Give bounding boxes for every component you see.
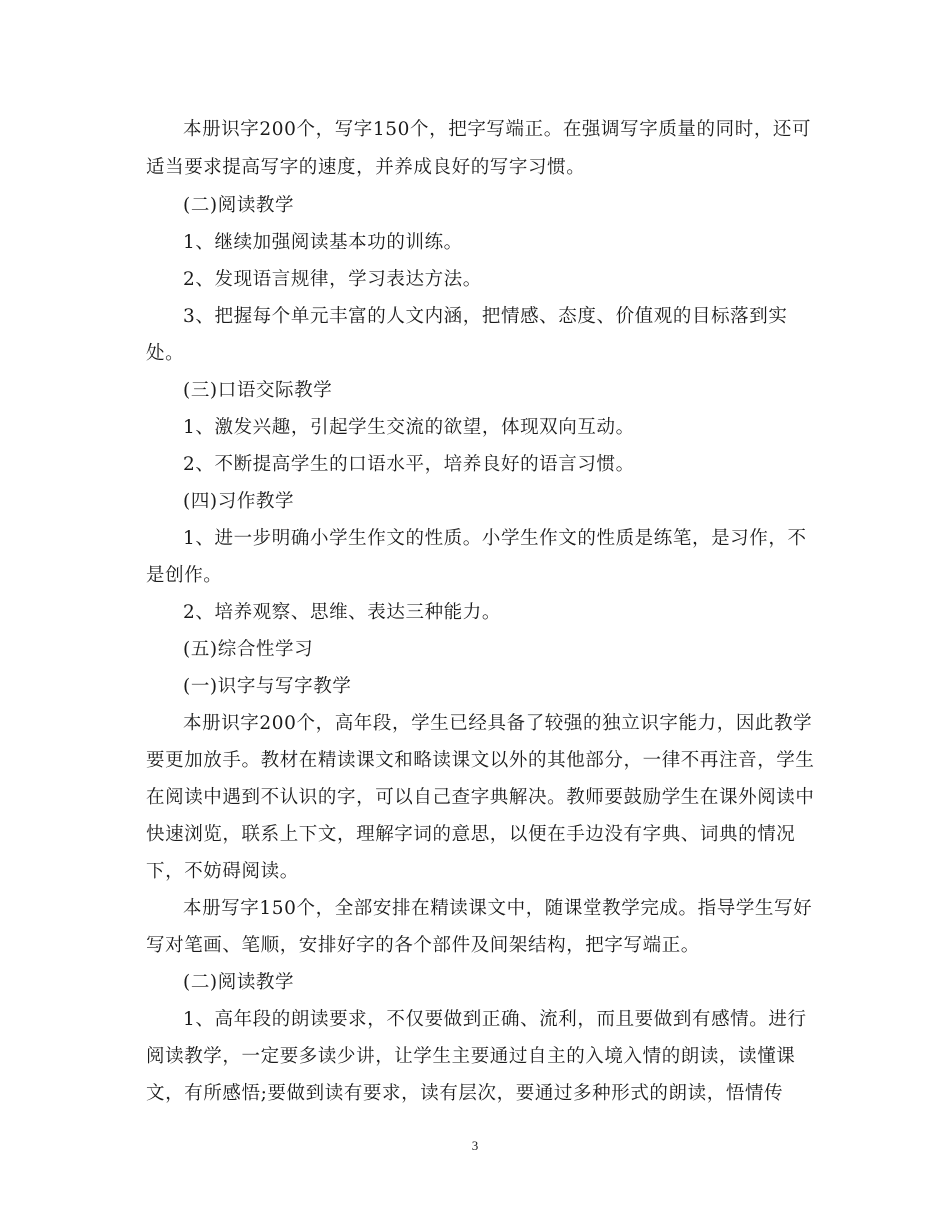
text-line: 下，不妨碍阅读。 [146, 861, 299, 882]
text-line: 快速浏览，联系上下文，理解字词的意思，以便在手边没有字典、词典的情况 [146, 824, 796, 845]
text-line: 2、不断提高学生的口语水平，培养良好的语言习惯。 [183, 454, 635, 475]
text-line: 适当要求提高写字的速度，并养成良好的写字习惯。 [146, 157, 586, 178]
text-line: 1、进一步明确小学生作文的性质。小学生作文的性质是练笔，是习作，不 [183, 528, 807, 549]
section-heading: (三)口语交际教学 [183, 380, 333, 401]
section-heading: (二)阅读教学 [183, 972, 295, 993]
text-line: 1、高年段的朗读要求，不仅要做到正确、流利，而且要做到有感情。进行 [183, 1009, 807, 1030]
text-line: 2、发现语言规律，学习表达方法。 [183, 269, 482, 290]
text-line: 1、激发兴趣，引起学生交流的欲望，体现双向互动。 [183, 417, 635, 438]
text-line: 写对笔画、笔顺，安排好字的各个部件及间架结构，把字写端正。 [146, 935, 700, 956]
text-line: 本册识字200个，写字150个，把字写端正。在强调写字质量的同时，还可 [183, 119, 812, 140]
text-line: 本册写字150个，全部安排在精读课文中，随课堂教学完成。指导学生写好 [183, 898, 813, 919]
page-number: 3 [471, 1138, 479, 1153]
section-heading: (一)识字与写字教学 [183, 676, 352, 697]
text-line: 本册识字200个，高年段，学生已经具备了较强的独立识字能力，因此教学 [183, 713, 813, 734]
text-line: 是创作。 [146, 565, 223, 586]
section-heading: (二)阅读教学 [183, 195, 295, 216]
text-line: 文，有所感悟;要做到读有要求，读有层次，要通过多种形式的朗读，悟情传 [146, 1083, 784, 1104]
text-line: 2、培养观察、思维、表达三种能力。 [183, 602, 501, 623]
text-line: 在阅读中遇到不认识的字，可以自己查字典解决。教师要鼓励学生在课外阅读中 [146, 787, 815, 808]
text-line: 阅读教学，一定要多读少讲，让学生主要通过自主的入境入情的朗读，读懂课 [146, 1046, 796, 1067]
section-heading: (五)综合性学习 [183, 639, 314, 660]
text-line: 3、把握每个单元丰富的人文内涵，把情感、态度、价值观的目标落到实 [183, 306, 788, 327]
text-line: 1、继续加强阅读基本功的训练。 [183, 232, 463, 253]
section-heading: (四)习作教学 [183, 491, 295, 512]
text-line: 要更加放手。教材在精读课文和略读课文以外的其他部分，一律不再注音，学生 [146, 750, 815, 771]
text-line: 处。 [146, 343, 185, 364]
